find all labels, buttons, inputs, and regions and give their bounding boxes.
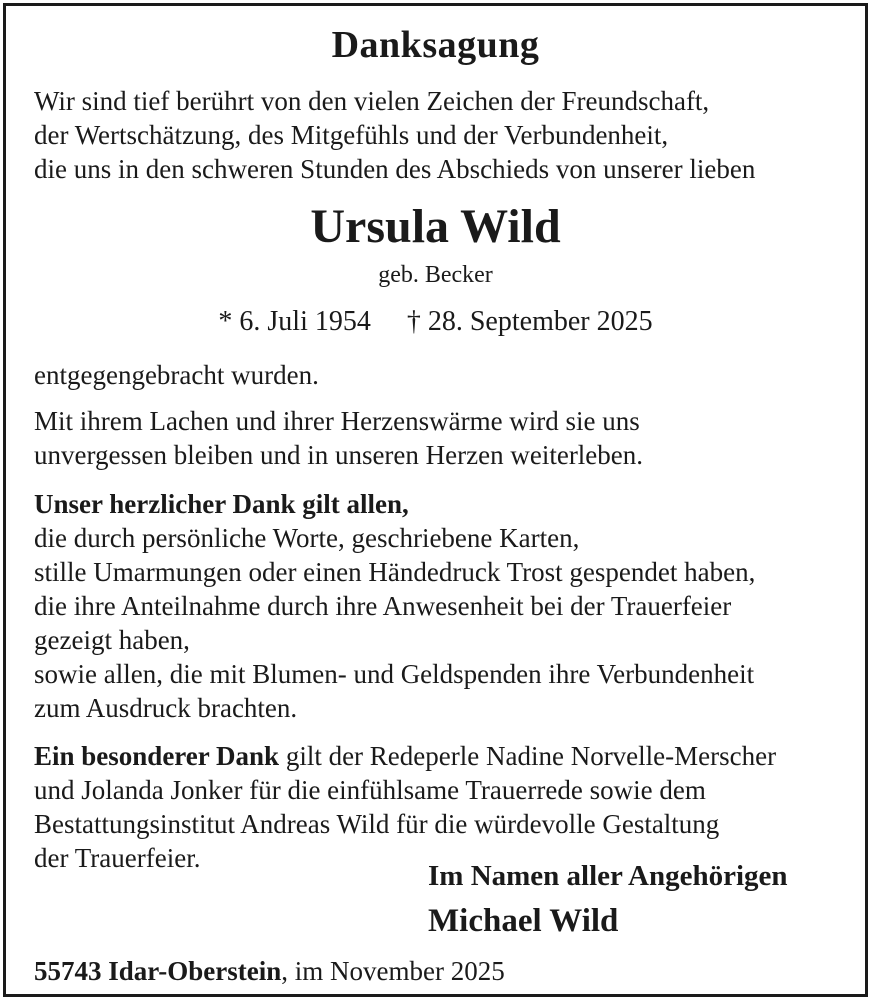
special-thanks-line: Ein besonderer Dank gilt der Redeperle Nadine Norvelle-Merscher (34, 741, 777, 771)
thanks-heading: Unser herzlicher Dank gilt allen, (34, 489, 409, 519)
signer-name: Michael Wild (428, 903, 619, 939)
thanks-line: stille Umarmungen oder einen Händedruck Trost gespendet haben, (34, 557, 756, 587)
place-city: 55743 Idar-Oberstein (34, 956, 282, 986)
place-date: , im November 2025 (281, 956, 505, 986)
obituary-notice (3, 3, 868, 997)
received-line: entgegengebracht wurden. (34, 360, 319, 390)
intro-line: Wir sind tief berührt von den vielen Zeichen der Freundschaft, (34, 86, 710, 116)
intro-line: der Wertschätzung, des Mitgefühls und der Verbundenheit, (34, 120, 669, 150)
thanks-line: zum Ausdruck brachten. (34, 693, 298, 723)
maiden-name: geb. Becker (378, 262, 493, 288)
memory-line: Mit ihrem Lachen und ihrer Herzenswärme wird sie uns (34, 406, 640, 436)
special-thanks-lead: Ein besonderer Dank (34, 741, 280, 771)
thanks-line: sowie allen, die mit Blumen- und Geldspenden ihre Verbundenheit (34, 659, 755, 689)
thanks-line: die ihre Anteilnahme durch ihre Anwesenheit bei der Trauerfeier (34, 591, 732, 621)
special-thanks-line: und Jolanda Jonker für die einfühlsame Trauerrede sowie dem (34, 775, 706, 805)
notice-title: Danksagung (331, 24, 540, 66)
deceased-name: Ursula Wild (310, 200, 561, 253)
thanks-line: die durch persönliche Worte, geschriebene Karten, (34, 523, 580, 553)
life-dates (6, 306, 865, 338)
special-thanks-paragraph (34, 739, 776, 875)
intro-line: die uns in den schweren Stunden des Abschieds von unserer lieben (34, 154, 756, 184)
memory-line: unvergessen bleiben und in unseren Herzen weiterleben. (34, 440, 644, 470)
thanks-line: gezeigt haben, (34, 625, 190, 655)
special-thanks-line: der Trauerfeier. (34, 843, 201, 873)
memory-paragraph (34, 404, 643, 472)
intro-paragraph (34, 84, 755, 186)
place-and-date (34, 956, 505, 987)
death-date: † 28. September 2025 (406, 306, 653, 337)
signoff: Im Namen aller Angehörigen (428, 860, 788, 892)
thanks-paragraph (34, 487, 755, 725)
special-thanks-line: Bestattungsinstitut Andreas Wild für die würdevolle Gestaltung (34, 809, 720, 839)
birth-date: * 6. Juli 1954 (218, 306, 371, 337)
